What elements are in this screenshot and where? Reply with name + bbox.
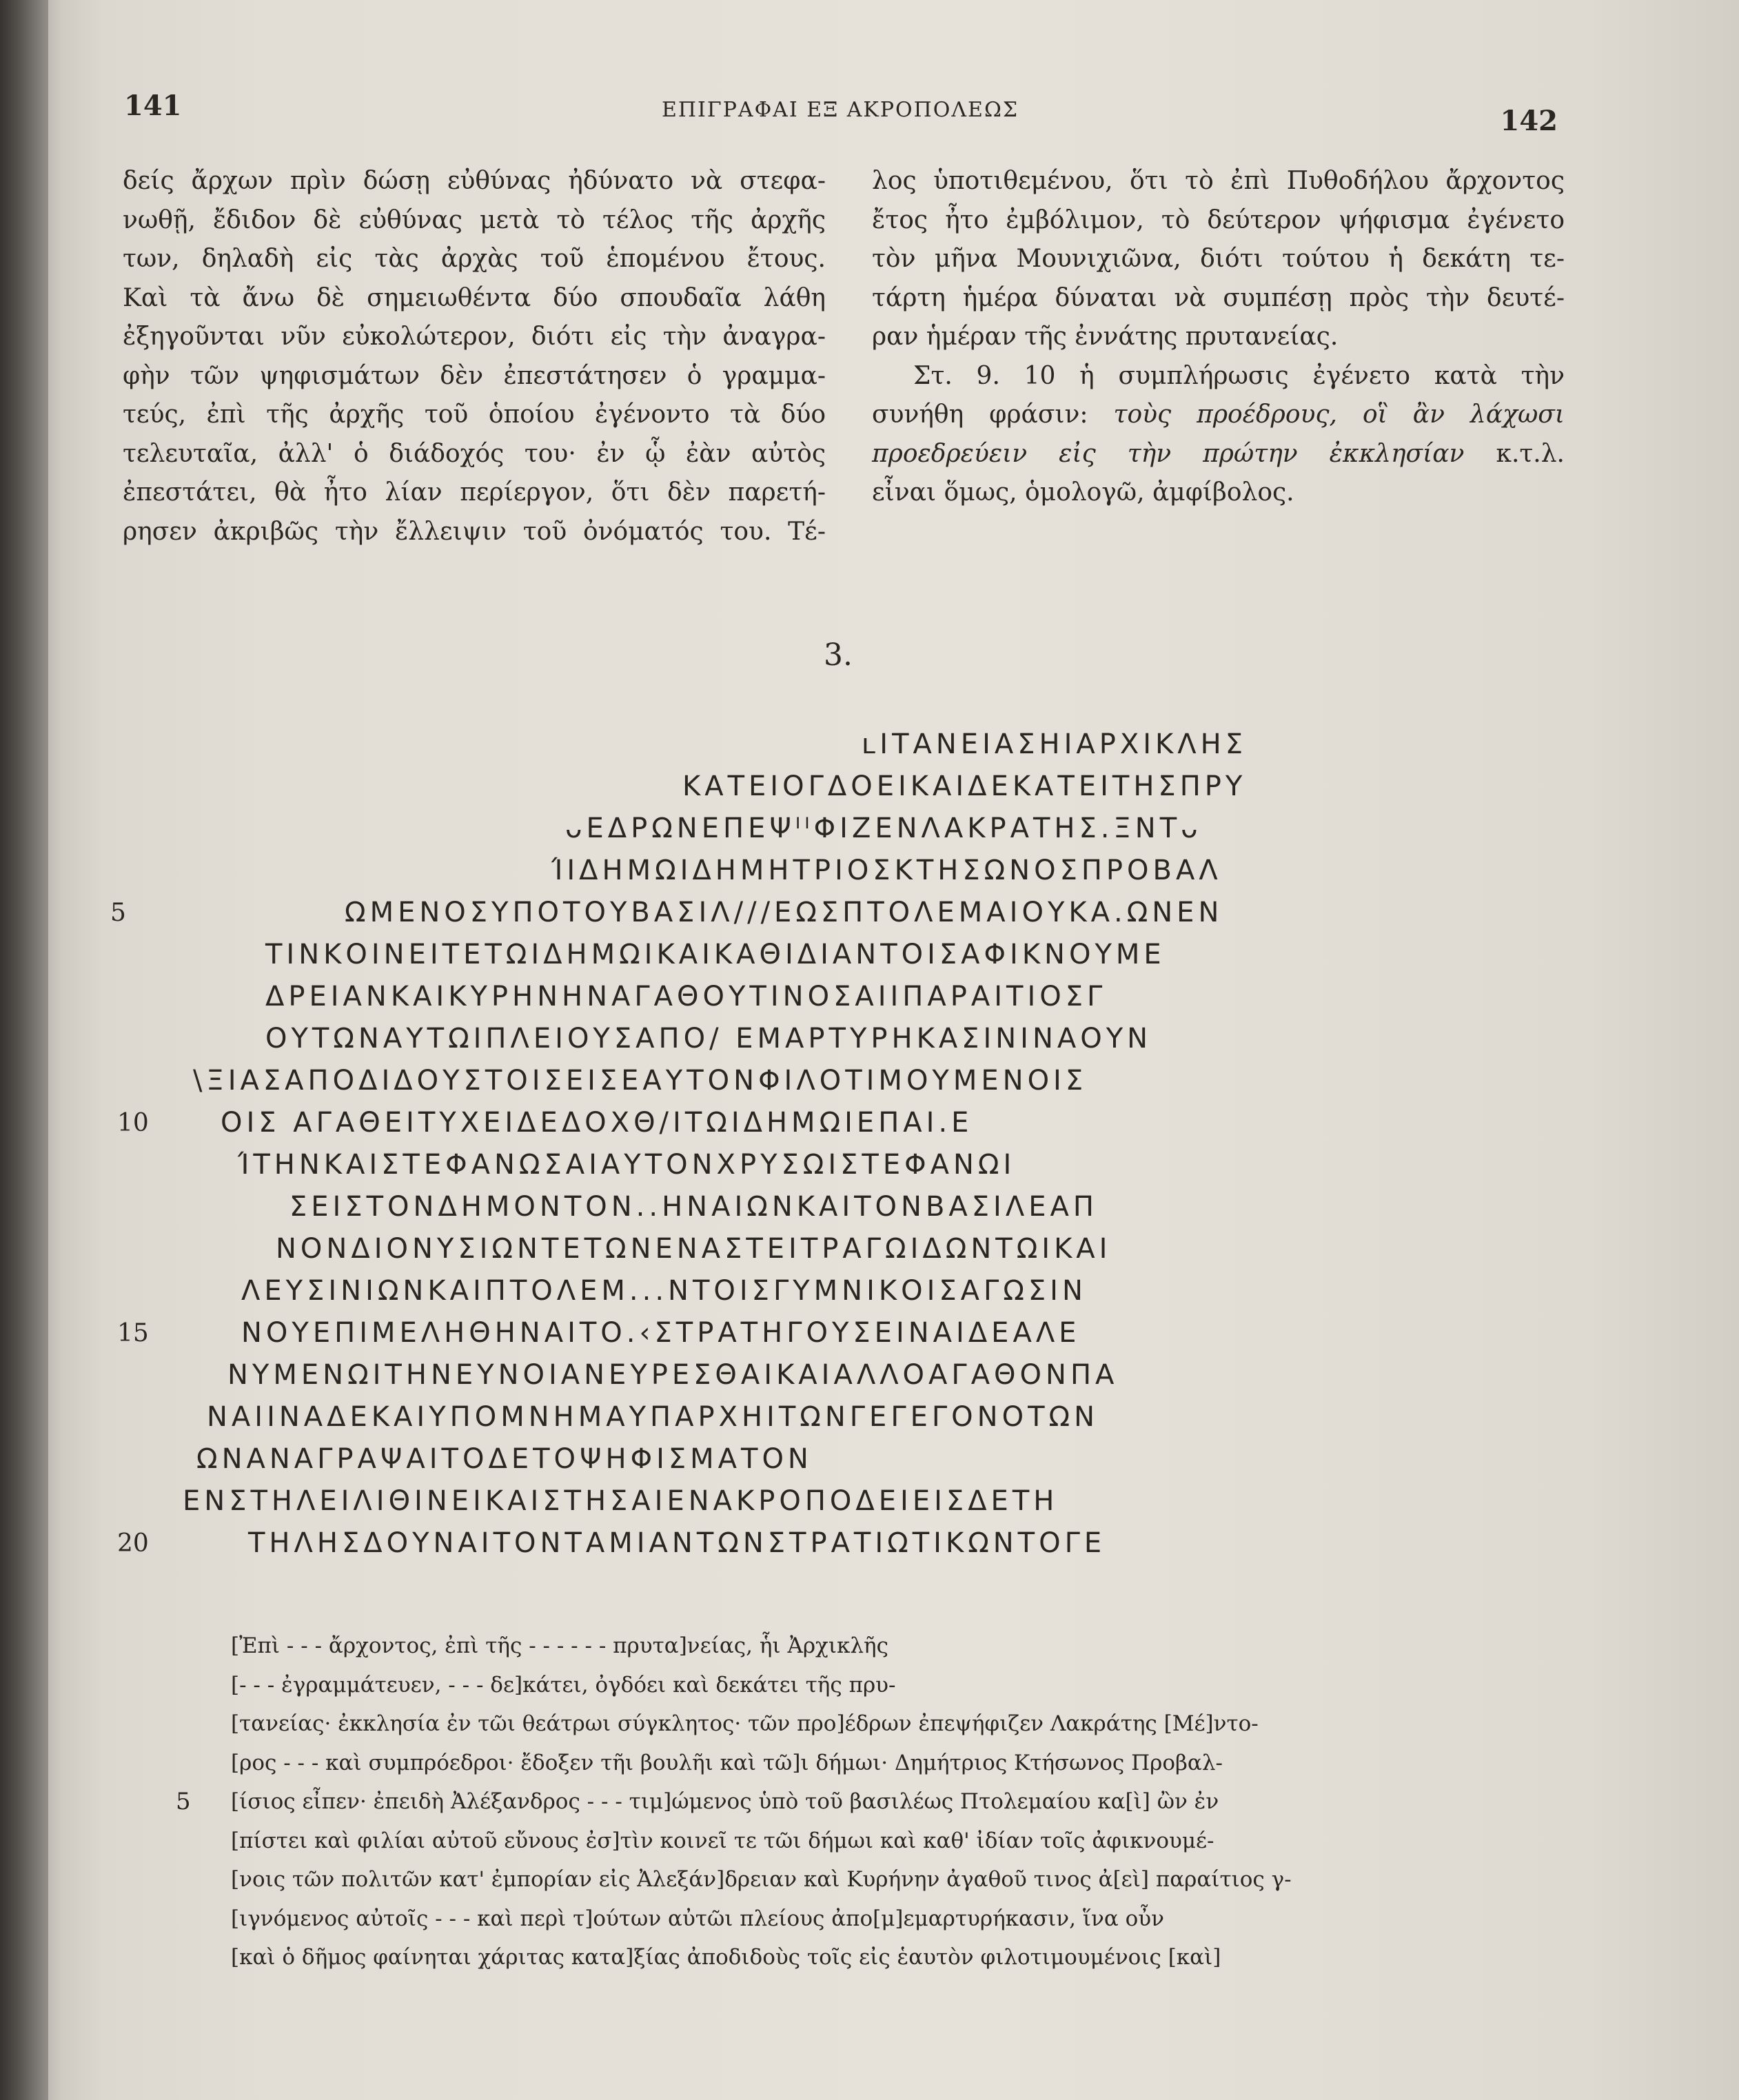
line-number: 10	[117, 1109, 149, 1137]
transcription-text: [καὶ ὁ δῆμος φαίνηται χάριτας κατα]ξίας ἀποδιδοὺς τοῖς εἰς ἑαυτὸν φιλοτιμουμένοις [καὶ]	[231, 1945, 1221, 1970]
line-number: 5	[176, 1788, 191, 1815]
inscription-line	[110, 976, 1640, 1018]
text-fragment: κ.τ.λ.	[1464, 439, 1565, 468]
italic-quote: τοὺς προέδρους, οἳ ἂν λάχωσι	[1113, 400, 1565, 429]
inscription-text: ΝΟΝΔΙΟΝΥΣΙΩΝΤΕΤΩΝΕΝΑΣΤΕΙΤΡΑΓΩΙΔΩΝΤΩΙΚΑΙ	[276, 1233, 1112, 1265]
text-line: ἐπεστάτει, θὰ ἦτο λίαν περίεργον, ὅτι δὲν παρετή-	[123, 478, 826, 507]
transcription-line	[231, 1704, 1472, 1744]
text-line: τεύς, ἐπὶ τῆς ἀρχῆς τοῦ ὁποίου ἐγένοντο τὰ δύο	[123, 400, 826, 429]
text-line: Καὶ τὰ ἄνω δὲ σημειωθέντα δύο σπουδαῖα λάθη	[123, 283, 826, 312]
inscription-text: ΣΕΙΣΤΟΝΔΗΜΟΝΤΟΝ..ΗΝΑΙΩΝΚΑΙΤΟΝΒΑΣΙΛΕΑΠ	[289, 1191, 1098, 1223]
transcription-line	[231, 1938, 1472, 1977]
right-column-text	[872, 162, 1565, 513]
inscription-line	[110, 766, 1640, 808]
text-line: τάρτη ἡμέρα δύναται νὰ συμπέσῃ πρὸς τὴν δευτέ-	[872, 283, 1565, 312]
left-column-text	[123, 162, 826, 551]
inscription-text: ΊΙΔΗΜΩΙΔΗΜΗΤΡΙΟΣΚΤΗΣΩΝΟΣΠΡΟΒΑΛ	[551, 855, 1222, 886]
inscription-text: ΤΗΛΗΣΔΟΥΝΑΙΤΟΝΤΑΜΙΑΝΤΩΝΣΤΡΑΤΙΩΤΙΚΩΝΤΟΓΕ	[248, 1527, 1106, 1559]
transcription-line	[231, 1899, 1472, 1939]
text-line	[872, 396, 1565, 435]
transcription-text: [ιγνόμενος αὐτοῖς - - - καὶ περὶ τ]ούτων αὐτῶι πλείους ἀπο[μ]εμαρτυρήκασιν, ἵνα οὖν	[231, 1906, 1164, 1931]
text-fragment: συνήθη φράσιν:	[872, 400, 1114, 429]
inscription-majuscule	[110, 724, 1640, 1564]
line-number: 5	[110, 899, 126, 927]
inscription-line	[110, 934, 1640, 976]
text-line: των, δηλαδὴ εἰς τὰς ἀρχὰς τοῦ ἑπομένου ἔτους.	[123, 245, 826, 273]
transcription-line	[231, 1744, 1472, 1783]
line-number: 20	[117, 1529, 149, 1558]
inscription-line	[110, 1228, 1640, 1270]
text-line: ραν ἡμέραν τῆς ἐννάτης πρυτανείας.	[872, 323, 1339, 351]
inscription-text: ΩΝΑΝΑΓΡΑΨΑΙΤΟΔΕΤΟΨΗΦΙΣΜΑΤΟΝ	[196, 1443, 813, 1475]
transcription-text: [- - - ἐγραμμάτευεν, - - - δε]κάτει, ὀγδόει καὶ δεκάτει τῆς πρυ-	[231, 1672, 896, 1698]
inscription-text: ʟΙΤΑΝΕΙΑΣΗΙΑΡΧΙΚΛΗΣ	[862, 728, 1247, 760]
text-line: ρησεν ἀκριβῶς τὴν ἔλλειψιν τοῦ ὀνόματός του. Τέ-	[123, 517, 826, 546]
text-line: ἐξηγοῦνται νῦν εὐκολώτερον, διότι εἰς τὴν ἀναγρα-	[123, 323, 826, 351]
inscription-line	[110, 1522, 1640, 1564]
inscription-line	[110, 892, 1640, 934]
inscription-line	[110, 808, 1640, 850]
page-number-right: 142	[1500, 105, 1558, 137]
running-title: ΕΠΙΓΡΑΦΑΙ ΕΞ ΑΚΡΟΠΟΛΕΩΣ	[662, 98, 1019, 122]
inscription-line	[110, 1060, 1640, 1102]
inscription-line	[110, 1438, 1640, 1480]
inscription-transcription	[176, 1627, 1472, 1977]
transcription-line	[231, 1822, 1472, 1861]
text-line: τὸν μῆνα Μουνιχιῶνα, διότι τούτου ἡ δεκάτη τε-	[872, 245, 1565, 273]
text-line: ἔτος ἦτο ἐμβόλιμον, τὸ δεύτερον ψήφισμα ἐγένετο	[872, 205, 1565, 234]
inscription-text: ΝΥΜΕΝΩΙΤΗΝΕΥΝΟΙΑΝΕΥΡΕΣΘΑΙΚΑΙΑΛΛΟΑΓΑΘΟΝΠΑ	[227, 1359, 1119, 1391]
page-number-left: 141	[124, 90, 182, 122]
book-spine-shadow	[0, 0, 48, 2100]
section-number: 3.	[824, 638, 853, 673]
transcription-text: [ίσιος εἶπεν· ἐπειδὴ Ἀλέξανδρος - - - τιμ]ώμενος ὑπὸ τοῦ βασιλέως Πτολεμαίου κα[ὶ] ὢν ἐν	[231, 1789, 1219, 1814]
inscription-line	[110, 1102, 1640, 1144]
inscription-text: ΤΙΝΚΟΙΝΕΙΤΕΤΩΙΔΗΜΩΙΚΑΙΚΑΘΙΔΙΑΝΤΟΙΣΑΦΙΚΝΟΥΜΕ	[265, 939, 1166, 970]
text-line: εἶναι ὅμως, ὁμολογῶ, ἀμφίβολος.	[872, 478, 1294, 507]
line-number: 15	[117, 1319, 149, 1347]
inscription-text: ᴗΕΔΡΩΝΕΠΕΨᴵᴵΦΙΖΕΝΛΑΚΡΑΤΗΣ.ΞΝΤᴗ	[565, 813, 1202, 844]
inscription-text: ΟΥΤΩΝΑΥΤΩΙΠΛΕΙΟΥΣΑΠΟ/ ΕΜΑΡΤΥΡΗΚΑΣΙΝΙΝΑΟΥΝ	[265, 1023, 1152, 1054]
inscription-text: ΟΙΣ ΑΓΑΘΕΙΤΥΧΕΙΔΕΔΟΧΘ/ΙΤΩΙΔΗΜΩΙΕΠΑΙ.Ε	[221, 1107, 973, 1139]
inscription-line	[110, 1270, 1640, 1312]
transcription-text: [ρος - - - καὶ συμπρόεδροι· ἔδοξεν τῆι βουλῆι καὶ τῶ]ι δήμωι· Δημήτριος Κτήσωνος Προβαλ-	[231, 1750, 1223, 1775]
inscription-line	[110, 1018, 1640, 1060]
text-line: λος ὑποτιθεμένου, ὅτι τὸ ἐπὶ Πυθοδήλου ἄρχοντος	[872, 167, 1565, 195]
transcription-text: [Ἐπὶ - - - ἄρχοντος, ἐπὶ τῆς - - - - - - πρυτα]νείας, ἧι Ἀρχικλῆς	[231, 1633, 888, 1658]
inscription-text: ΩΜΕΝΟΣΥΠΟΤΟΥΒΑΣΙΛ///ΕΩΣΠΤΟΛΕΜΑΙΟΥΚΑ.ΩΝΕΝ	[345, 897, 1223, 928]
transcription-line	[231, 1860, 1472, 1899]
transcription-text: [νοις τῶν πολιτῶν κατ' ἐμπορίαν εἰς Ἀλεξάν]δρειαν καὶ Κυρήνην ἀγαθοῦ τινος ἀ[εὶ] παραίτιος γ-	[231, 1867, 1292, 1892]
transcription-text: [τανείας· ἐκκλησία ἐν τῶι θεάτρωι σύγκλητος· τῶν προ]έδρων ἐπεψήφιζεν Λακράτης [Μέ]ντο-	[231, 1711, 1259, 1736]
inscription-text: ΚΑΤΕΙΟΓΔΟΕΙΚΑΙΔΕΚΑΤΕΙΤΗΣΠΡΥ	[682, 771, 1247, 802]
inscription-line	[110, 724, 1640, 766]
transcription-text: [πίστει καὶ φιλίαι αὐτοῦ εὔνους ἐσ]τὶν κοινεῖ τε τῶι δήμωι καὶ καθ' ἰδίαν τοῖς ἀφικνουμέ-	[231, 1828, 1214, 1853]
inscription-line	[110, 1186, 1640, 1228]
inscription-text: ΝΑΙΙΝΑΔΕΚΑΙΥΠΟΜΝΗΜΑΥΠΑΡΧΗΙΤΩΝΓΕΓΕΓΟΝΟΤΩΝ	[207, 1401, 1099, 1433]
inscription-text: ΛΕΥΣΙΝΙΩΝΚΑΙΠΤΟΛΕΜ...ΝΤΟΙΣΓΥΜΝΙΚΟΙΣΑΓΩΣΙΝ	[241, 1275, 1087, 1307]
inscription-line	[110, 1312, 1640, 1354]
italic-quote: προεδρεύειν εἰς τὴν πρώτην ἐκκλησίαν	[872, 439, 1465, 468]
text-line	[872, 435, 1565, 474]
inscription-text: ΝΟΥΕΠΙΜΕΛΗΘΗΝΑΙΤΟ.‹ΣΤΡΑΤΗΓΟΥΣΕΙΝΑΙΔΕΑΛΕ	[241, 1317, 1081, 1349]
transcription-line	[231, 1666, 1472, 1705]
inscription-text: \ΞΙΑΣΑΠΟΔΙΔΟΥΣΤΟΙΣΕΙΣΕΑΥΤΟΝΦΙΛΟΤΙΜΟΥΜΕΝΟΙΣ	[193, 1065, 1088, 1097]
page-header	[124, 90, 1558, 138]
text-line: φὴν τῶν ψηφισμάτων δὲν ἐπεστάτησεν ὁ γραμμα-	[123, 361, 826, 390]
text-line: Στ. 9. 10 ἡ συμπλήρωσις ἐγένετο κατὰ τὴν	[913, 361, 1565, 390]
text-line: δείς ἄρχων πρὶν δώσῃ εὐθύνας ἠδύνατο νὰ στεφα-	[123, 167, 826, 195]
inscription-line	[110, 850, 1640, 892]
transcription-line	[176, 1782, 1472, 1822]
transcription-line	[231, 1627, 1472, 1666]
inscription-line	[110, 1144, 1640, 1186]
inscription-line	[110, 1396, 1640, 1438]
inscription-text: ΊΤΗΝΚΑΙΣΤΕΦΑΝΩΣΑΙΑΥΤΟΝΧΡΥΣΩΙΣΤΕΦΑΝΩΙ	[238, 1149, 1016, 1181]
text-line: νωθῇ, ἔδιδον δὲ εὐθύνας μετὰ τὸ τέλος τῆς ἀρχῆς	[123, 205, 826, 234]
inscription-line	[110, 1354, 1640, 1396]
inscription-text: ΔΡΕΙΑΝΚΑΙΚΥΡΗΝΗΝΑΓΑΘΟΥΤΙΝΟΣΑΙΙΠΑΡΑΙΤΙΟΣΓ	[265, 981, 1107, 1012]
text-line: τελευταῖα, ἀλλ' ὁ διάδοχός του· ἐν ᾧ ἐὰν αὐτὸς	[123, 439, 826, 468]
inscription-line	[110, 1480, 1640, 1522]
inscription-text: ΕΝΣΤΗΛΕΙΛΙΘΙΝΕΙΚΑΙΣΤΗΣΑΙΕΝΑΚΡΟΠΟΔΕΙΕΙΣΔΕΤΗ	[183, 1485, 1059, 1517]
